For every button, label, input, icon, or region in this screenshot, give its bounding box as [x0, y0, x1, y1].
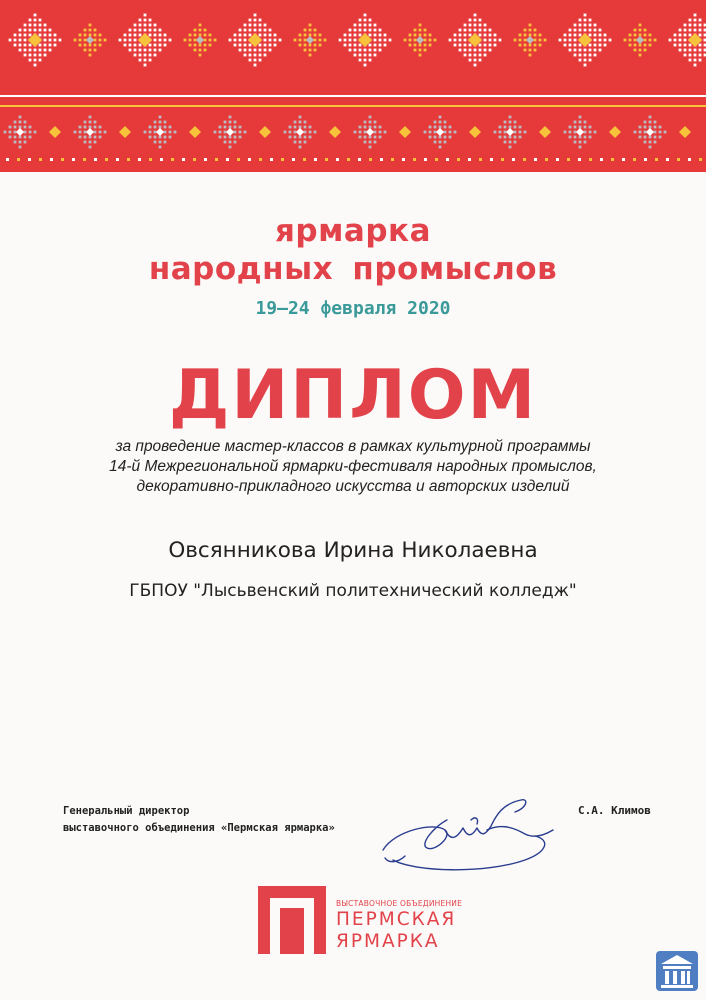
logo-name-line2: ЯРМАРКА: [336, 931, 440, 952]
diploma-heading: ДИПЛОМ: [168, 356, 538, 435]
fair-title-line1: ярмарка: [274, 213, 431, 249]
award-reason: [0, 437, 706, 497]
signature-icon: [375, 790, 565, 885]
signatory-name: С.А. Климов: [578, 804, 651, 817]
ornament-pattern-graphic: [0, 0, 706, 172]
award-reason-line: 14-й Межрегиональной ярмарки-фестиваля народных промыслов,: [109, 458, 597, 475]
award-reason-line: декоративно-прикладного искусства и авторских изделий: [136, 478, 570, 495]
signatory-title-line2: выставочного объединения «Пермская ярмарка»: [63, 822, 335, 834]
logo-name-line1: ПЕРМСКАЯ: [336, 909, 457, 930]
logo-name: [336, 909, 456, 953]
signatory-title: [63, 803, 335, 837]
fair-dates: 19–24 февраля 2020: [255, 298, 451, 319]
award-reason-line: за проведение мастер-классов в рамках культурной программы: [115, 438, 591, 455]
logo-caption: ВЫСТАВОЧНОЕ ОБЪЕДИНЕНИЕ: [336, 899, 463, 908]
fair-title: [0, 212, 706, 288]
folk-ornament-banner: [0, 0, 706, 172]
recipient-organization: ГБПОУ "Лысьвенский политехнический колледж": [129, 581, 577, 601]
signatory-title-line1: Генеральный директор: [63, 805, 190, 817]
perm-fair-logo-icon: [256, 884, 328, 956]
fair-title-line2: народных промыслов: [148, 251, 558, 287]
recipient-name: Овсянникова Ирина Николаевна: [168, 538, 538, 563]
college-badge-icon: [655, 950, 699, 992]
